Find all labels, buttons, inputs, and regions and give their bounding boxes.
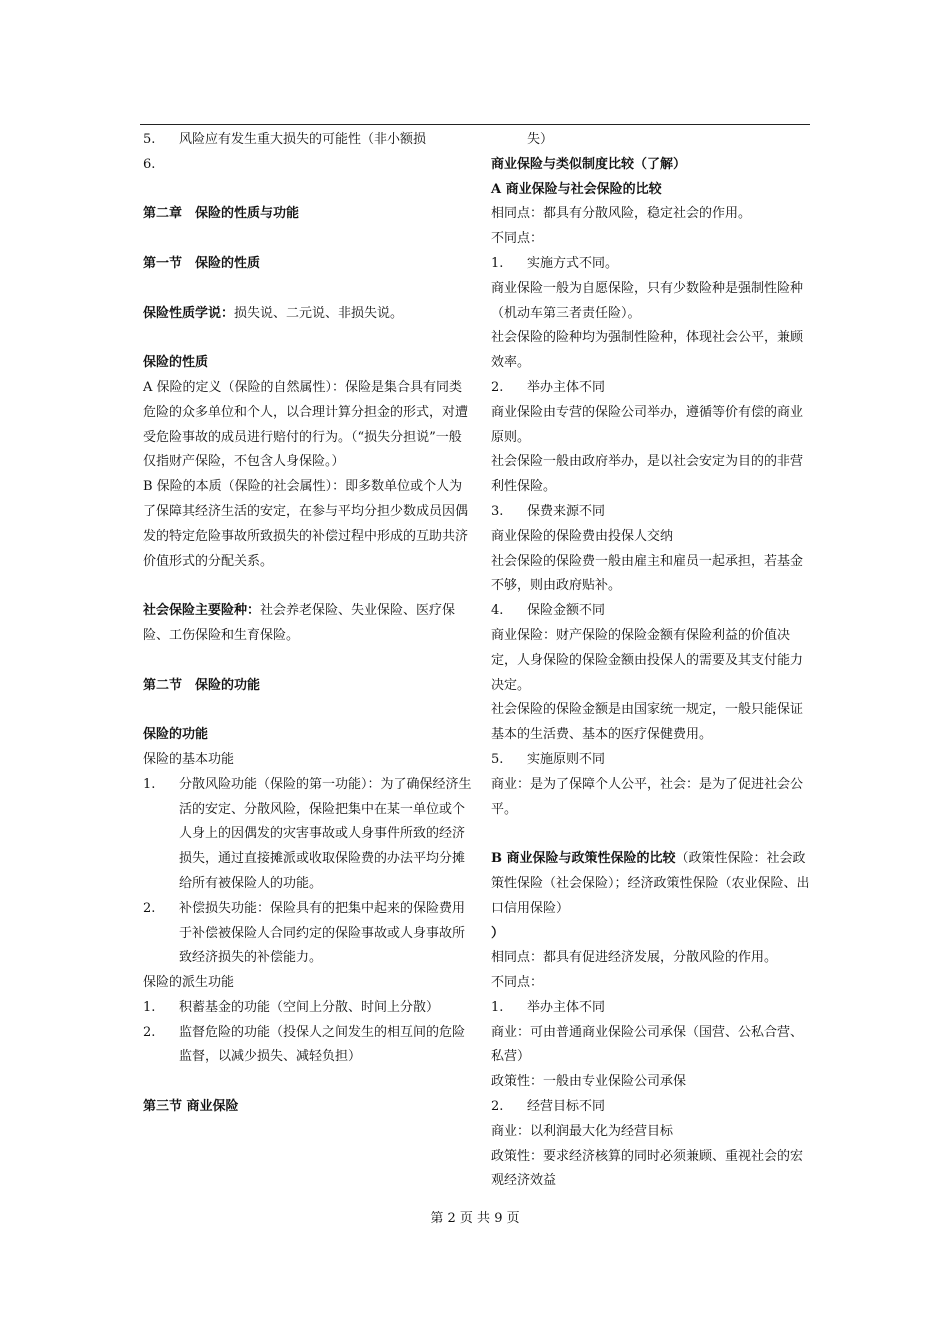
list-item: 5. 实施原则不同 — [491, 751, 606, 767]
heading-nature: 保险的性质 — [143, 355, 209, 371]
paragraph: 社会保险的保险金额是由国家统一规定，一般只能保证基本的生活费、基本的医疗保健费用。 — [491, 702, 804, 743]
list-item: 3. 保费来源不同 — [491, 503, 606, 519]
paragraph: B 保险的本质（保险的社会属性）：即多数单位或个人为了保障其经济生活的安定，在参与平均分担少数成员因偶发的特定危险事故所致损失的补偿过程中形成的互助共济价值形式的分配关系。 — [143, 479, 469, 569]
paragraph: 不同点： — [491, 975, 544, 991]
section-title: 第三节 商业保险 — [143, 1099, 239, 1115]
paragraph: 商业保险由专营的保险公司举办，遵循等价有偿的商业原则。 — [491, 404, 804, 445]
page-footer: 第 2 页 共 9 页 — [430, 1211, 520, 1226]
paragraph: 社会保险一般由政府举办，是以社会安定为目的的非营利性保险。 — [491, 454, 804, 495]
paragraph: 商业：以利润最大化为经营目标 — [491, 1123, 674, 1139]
subheading-b: B 商业保险与政策性保险的比较（政策性保险：社会政策性保险（社会保险）；经济政策性保险（农业保险、出口信用保险） — [491, 851, 810, 916]
list-item: 1. 举办主体不同 — [491, 999, 606, 1015]
list-item: 1. 分散风险功能（保险的第一功能）：为了确保经济生活的安定、分散风险，保险把集中在某一单位或个人身上的因偶发的灾害事故或人身事件所致的经济损失，通过直接摊派或收取保险费的办法平均分摊给所有被保险人的功能。 — [143, 776, 472, 891]
paragraph: 相同点：都具有促进经济发展，分散风险的作用。 — [491, 950, 778, 966]
list-item: 1. 积蓄基金的功能（空间上分散、时间上分散） — [143, 999, 440, 1015]
chapter-title: 第二章 保险的性质与功能 — [143, 206, 300, 222]
heading-compare: 商业保险与类似制度比较（了解） — [491, 156, 687, 172]
section-title: 第一节 保险的性质 — [143, 255, 261, 271]
continued-text: 失） — [527, 132, 554, 147]
theory-paragraph: 保险性质学说：损失说、二元说、非损失说。 — [143, 305, 404, 321]
paragraph: 商业保险：财产保险的保险金额有保险利益的价值决定，人身保险的保险金额由投保人的需要及其支付能力决定。 — [491, 627, 804, 693]
subheading: 保险的基本功能 — [143, 751, 235, 767]
social-paragraph: 社会保险主要险种：社会养老保险、失业保险、医疗保险、工伤保险和生育保险。 — [143, 603, 456, 643]
list-item: 5. 风险应有发生重大损失的可能性（非小额损 — [143, 132, 427, 147]
right-column — [491, 128, 811, 1194]
heading-function: 保险的功能 — [143, 727, 209, 743]
paragraph: 政策性：要求经济核算的同时必须兼顾、重视社会的宏观经济效益 — [491, 1148, 804, 1189]
list-item: 2. 补偿损失功能：保险具有的把集中起来的保险费用于补偿被保险人合同约定的保险事故或人身事故所致经济损失的补偿能力。 — [143, 900, 466, 966]
subheading: 保险的派生功能 — [143, 975, 235, 991]
list-item: 2. 经营目标不同 — [491, 1099, 606, 1115]
paragraph: 商业保险的保险费由投保人交纳 — [491, 528, 674, 544]
paragraph: A 保险的定义（保险的自然属性）：保险是集合具有同类危险的众多单位和个人，以合理计算分担金的形式，对遭受危险事故的成员进行赔付的行为。（“损失分担说”一般仅指财产保险，不包含人身保险。） — [143, 379, 469, 470]
left-column — [143, 128, 473, 1120]
header-rule — [140, 124, 810, 125]
paragraph: 相同点：都具有分散风险，稳定社会的作用。 — [491, 206, 752, 222]
paragraph: 商业：是为了保障个人公平，社会：是为了促进社会公平。 — [491, 776, 804, 817]
list-item-6: 6. — [143, 156, 156, 172]
list-item: 1. 实施方式不同。 — [491, 255, 619, 271]
paragraph: 商业：可由普通商业保险公司承保（国营、公私合营、私营） — [491, 1024, 804, 1065]
list-item: 4. 保险金额不同 — [491, 603, 606, 619]
subheading-a: A 商业保险与社会保险的比较 — [491, 181, 662, 197]
list-item: 2. 监督危险的功能（投保人之间发生的相互间的危险监督，以减少损失、减轻负担） — [143, 1024, 466, 1065]
section-title: 第二节 保险的功能 — [143, 677, 261, 693]
closing-paren: ） — [491, 925, 505, 941]
paragraph: 社会保险的险种均为强制性险种，体现社会公平，兼顾效率。 — [491, 330, 804, 371]
paragraph: 社会保险的保险费一般由雇主和雇员一起承担，若基金不够，则由政府贴补。 — [491, 553, 804, 594]
paragraph: 不同点： — [491, 231, 544, 247]
paragraph: 商业保险一般为自愿保险，只有少数险种是强制性险种（机动车第三者责任险）。 — [491, 280, 804, 321]
paragraph: 政策性：一般由专业保险公司承保 — [491, 1074, 687, 1090]
list-item: 2. 举办主体不同 — [491, 379, 606, 395]
